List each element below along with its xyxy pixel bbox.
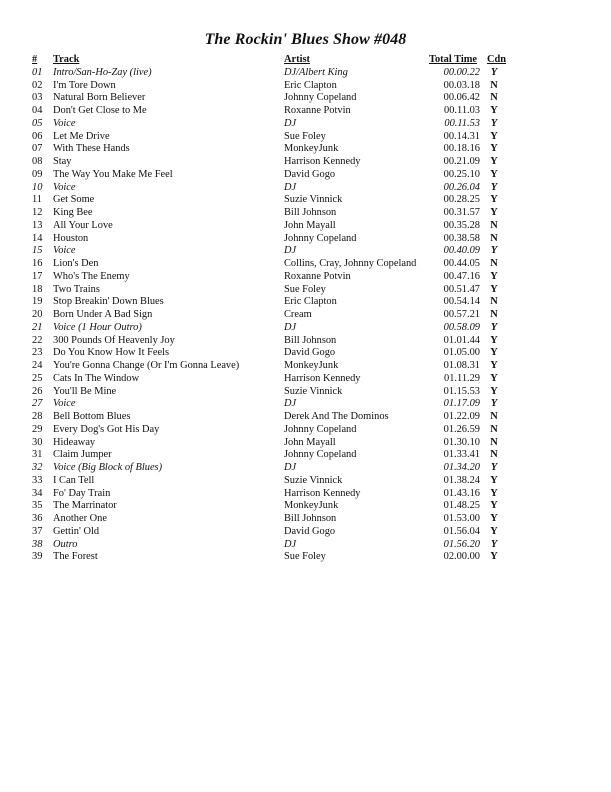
header-track: Track (53, 54, 80, 65)
table-row (32, 194, 512, 207)
track-artist: Suzie Vinnick (284, 474, 343, 486)
track-title: Lion's Den (53, 258, 99, 269)
track-number: 03 (32, 92, 43, 104)
track-title: The Forest (53, 551, 98, 563)
track-cdn-flag: Y (490, 130, 498, 142)
track-total-time: 00.47.16 (443, 270, 480, 282)
track-number: 24 (32, 360, 43, 371)
table-row (32, 322, 512, 335)
track-cdn-flag: Y (490, 168, 498, 180)
track-number: 02 (32, 79, 43, 91)
track-artist: Harrison Kennedy (284, 156, 361, 167)
track-cdn-flag: Y (490, 245, 498, 257)
track-cdn-flag: Y (490, 156, 498, 167)
track-number: 17 (32, 270, 43, 282)
track-total-time: 01.48.25 (443, 500, 480, 512)
table-row (32, 220, 512, 233)
track-total-time: 00.11.53 (444, 117, 480, 129)
track-artist: Bill Johnson (284, 207, 337, 218)
track-number: 22 (32, 334, 43, 346)
track-total-time: 01.15.53 (443, 385, 480, 397)
table-row (32, 437, 512, 450)
table-row (32, 373, 512, 386)
track-number: 09 (32, 168, 43, 180)
track-total-time: 00.58.09 (443, 321, 480, 333)
table-row (32, 258, 512, 271)
table-row (32, 118, 512, 131)
track-total-time: 00.35.28 (443, 219, 480, 231)
track-title: You'll Be Mine (53, 385, 117, 397)
track-number: 05 (32, 117, 43, 129)
track-number: 36 (32, 513, 43, 524)
track-cdn-flag: N (490, 219, 498, 231)
track-number: 23 (32, 347, 43, 359)
track-title: Claim Jumper (53, 449, 112, 461)
track-title: I Can Tell (53, 474, 95, 486)
track-number: 15 (32, 245, 43, 257)
header-total-time: Total Time (429, 54, 478, 65)
track-number: 32 (32, 462, 43, 473)
track-total-time: 01.33.41 (443, 449, 480, 461)
track-cdn-flag: Y (490, 385, 498, 397)
track-number: 18 (32, 283, 43, 295)
track-artist: Roxanne Potvin (284, 270, 351, 282)
table-row (32, 143, 512, 156)
table-row (32, 207, 512, 220)
track-artist: Suzie Vinnick (284, 385, 343, 397)
table-row (32, 398, 512, 411)
track-total-time: 00.54.14 (443, 296, 480, 308)
track-title: Hideaway (53, 436, 96, 448)
track-number: 10 (32, 181, 43, 193)
track-cdn-flag: Y (490, 143, 498, 155)
track-total-time: 01.38.24 (443, 474, 480, 486)
table-row (32, 182, 512, 195)
track-number: 20 (32, 309, 43, 320)
track-total-time: 01.01.44 (443, 334, 480, 346)
track-total-time: 01.11.29 (444, 372, 480, 384)
track-title: With These Hands (53, 143, 130, 155)
track-artist: DJ (284, 462, 297, 473)
track-title: Fo' Day Train (53, 487, 111, 499)
table-row (32, 271, 512, 284)
track-number: 08 (32, 156, 43, 167)
track-total-time: 00.11.03 (444, 105, 480, 116)
track-title: I'm Tore Down (53, 79, 116, 91)
track-number: 12 (32, 207, 43, 218)
track-number: 14 (32, 232, 43, 244)
table-row (32, 131, 512, 144)
track-artist: David Gogo (284, 168, 336, 180)
table-row (32, 296, 512, 309)
track-cdn-flag: Y (490, 551, 498, 563)
table-row (32, 488, 512, 501)
track-title: The Way You Make Me Feel (53, 168, 173, 180)
track-title: Voice (53, 245, 76, 257)
track-total-time: 00.00.22 (443, 66, 480, 78)
track-total-time: 00.57.21 (443, 309, 480, 320)
track-number: 04 (32, 105, 43, 116)
track-artist: Eric Clapton (284, 79, 337, 91)
table-row (32, 335, 512, 348)
track-total-time: 00.21.09 (443, 156, 480, 167)
track-cdn-flag: Y (490, 283, 498, 295)
track-artist: DJ/Albert King (284, 66, 348, 78)
track-artist: MonkeyJunk (284, 500, 339, 512)
track-total-time: 00.18.16 (443, 143, 480, 155)
table-header (32, 54, 512, 67)
track-number: 11 (32, 194, 43, 206)
track-number: 01 (32, 66, 43, 78)
page-title: The Rockin' Blues Show #048 (204, 31, 407, 48)
track-cdn-flag: Y (490, 525, 498, 537)
track-number: 13 (32, 219, 43, 231)
track-number: 29 (32, 423, 43, 435)
track-cdn-flag: Y (490, 462, 498, 473)
track-title: Intro/San-Ho-Zay (live) (53, 66, 152, 78)
table-row (32, 105, 512, 118)
track-title: All Your Love (53, 219, 113, 231)
track-cdn-flag: Y (490, 334, 498, 346)
track-cdn-flag: Y (490, 105, 498, 116)
table-row (32, 169, 512, 182)
table-row (32, 347, 512, 360)
table-row (32, 245, 512, 258)
track-cdn-flag: Y (490, 321, 498, 333)
track-total-time: 01.17.09 (443, 398, 480, 410)
track-cdn-flag: Y (490, 347, 498, 359)
track-cdn-flag: N (490, 79, 498, 91)
track-artist: Suzie Vinnick (284, 194, 343, 206)
track-total-time: 00.51.47 (443, 283, 480, 295)
track-artist: DJ (284, 398, 297, 410)
track-cdn-flag: Y (490, 181, 498, 193)
track-total-time: 00.38.58 (443, 232, 480, 244)
track-title: 300 Pounds Of Heavenly Joy (53, 334, 175, 346)
track-number: 30 (32, 436, 43, 448)
header-artist: Artist (284, 54, 310, 65)
track-cdn-flag: Y (490, 194, 498, 206)
table-row (32, 386, 512, 399)
track-title: Don't Get Close to Me (53, 105, 147, 116)
table-row (32, 284, 512, 297)
track-artist: Johnny Copeland (284, 92, 357, 104)
track-number: 35 (32, 500, 43, 512)
track-number: 39 (32, 551, 43, 563)
track-total-time: 00.40.09 (443, 245, 480, 257)
table-row (32, 411, 512, 424)
track-cdn-flag: Y (490, 372, 498, 384)
track-title: Do You Know How It Feels (53, 347, 170, 359)
track-cdn-flag: Y (490, 207, 498, 218)
track-cdn-flag: N (490, 258, 498, 269)
track-artist: Sue Foley (284, 551, 326, 563)
table-body (32, 67, 512, 564)
track-title: Get Some (53, 194, 95, 206)
table-row (32, 500, 512, 513)
track-artist: Bill Johnson (284, 334, 337, 346)
track-cdn-flag: Y (490, 500, 498, 512)
track-artist: Harrison Kennedy (284, 372, 361, 384)
track-title: Voice (53, 181, 76, 193)
track-number: 25 (32, 372, 43, 384)
track-artist: DJ (284, 245, 297, 257)
track-number: 07 (32, 143, 43, 155)
table-row (32, 360, 512, 373)
table-row (32, 513, 512, 526)
track-artist: DJ (284, 117, 297, 129)
track-total-time: 01.56.20 (443, 538, 480, 550)
track-title: Stop Breakin' Down Blues (53, 296, 164, 308)
track-artist: Johnny Copeland (284, 449, 357, 461)
track-title: King Bee (53, 207, 93, 218)
track-title: Born Under A Bad Sign (53, 309, 153, 320)
track-total-time: 00.14.31 (443, 130, 480, 142)
track-cdn-flag: N (490, 309, 498, 320)
track-number: 28 (32, 411, 43, 422)
track-cdn-flag: Y (490, 270, 498, 282)
track-artist: David Gogo (284, 347, 336, 359)
table-row (32, 92, 512, 105)
track-number: 16 (32, 258, 43, 269)
track-title: Natural Born Believer (53, 92, 146, 104)
track-cdn-flag: N (490, 296, 498, 308)
track-number: 38 (32, 538, 43, 550)
track-artist: MonkeyJunk (284, 360, 339, 371)
header-cdn: Cdn (487, 54, 507, 65)
track-artist: Derek And The Dominos (284, 411, 389, 422)
track-artist: Sue Foley (284, 283, 326, 295)
track-cdn-flag: Y (490, 66, 498, 78)
table-row (32, 551, 512, 564)
track-title: Voice (1 Hour Outro) (53, 321, 142, 333)
track-artist: Johnny Copeland (284, 423, 357, 435)
track-artist: DJ (284, 181, 297, 193)
header-number: # (32, 54, 38, 65)
track-artist: Eric Clapton (284, 296, 337, 308)
track-total-time: 01.53.00 (443, 513, 480, 524)
track-number: 33 (32, 474, 43, 486)
table-row (32, 67, 512, 80)
track-total-time: 02.00.00 (443, 551, 480, 563)
table-row (32, 309, 512, 322)
track-cdn-flag: N (490, 436, 498, 448)
track-artist: Harrison Kennedy (284, 487, 361, 499)
track-artist: John Mayall (284, 436, 336, 448)
track-title: Outro (53, 538, 78, 550)
track-number: 37 (32, 525, 43, 537)
track-total-time: 01.30.10 (443, 436, 480, 448)
track-cdn-flag: N (490, 411, 498, 422)
track-cdn-flag: Y (490, 117, 498, 129)
table-row (32, 156, 512, 169)
track-total-time: 00.28.25 (443, 194, 480, 206)
track-total-time: 01.26.59 (443, 423, 480, 435)
track-number: 27 (32, 398, 43, 410)
track-artist: Roxanne Potvin (284, 105, 351, 116)
track-number: 34 (32, 487, 43, 499)
track-total-time: 01.56.04 (443, 525, 480, 537)
track-total-time: 00.03.18 (443, 79, 480, 91)
track-artist: MonkeyJunk (284, 143, 339, 155)
track-cdn-flag: N (490, 92, 498, 104)
track-title: Bell Bottom Blues (53, 411, 131, 422)
track-title: Every Dog's Got His Day (53, 423, 160, 435)
track-title: Two Trains (53, 283, 100, 295)
table-row (32, 233, 512, 246)
table-row (32, 80, 512, 93)
track-total-time: 00.31.57 (443, 207, 480, 218)
track-cdn-flag: N (490, 449, 498, 461)
track-cdn-flag: Y (490, 538, 498, 550)
track-total-time: 00.44.05 (443, 258, 480, 269)
table-row (32, 462, 512, 475)
track-artist: Cream (284, 309, 312, 320)
table-row (32, 449, 512, 462)
table-row (32, 475, 512, 488)
track-title: You're Gonna Change (Or I'm Gonna Leave) (53, 360, 240, 371)
track-title: Gettin' Old (53, 525, 100, 537)
track-number: 21 (32, 321, 43, 333)
track-title: Cats In The Window (53, 372, 140, 384)
playlist-table (32, 54, 512, 564)
track-number: 06 (32, 130, 43, 142)
track-title: Voice (53, 117, 76, 129)
track-total-time: 00.25.10 (443, 168, 480, 180)
track-total-time: 01.22.09 (443, 411, 480, 422)
track-cdn-flag: Y (490, 398, 498, 410)
track-title: Who's The Enemy (53, 270, 130, 282)
track-artist: DJ (284, 538, 297, 550)
track-artist: Collins, Cray, Johnny Copeland (284, 258, 417, 269)
track-title: Another One (53, 513, 107, 524)
track-artist: John Mayall (284, 219, 336, 231)
track-cdn-flag: N (490, 232, 498, 244)
track-title: Houston (53, 232, 89, 244)
track-title: The Marrinator (53, 500, 117, 512)
track-cdn-flag: Y (490, 474, 498, 486)
track-number: 31 (32, 449, 43, 461)
track-title: Voice (53, 398, 76, 410)
track-artist: Bill Johnson (284, 513, 337, 524)
track-total-time: 01.34.20 (443, 462, 480, 473)
track-total-time: 01.05.00 (443, 347, 480, 359)
table-row (32, 526, 512, 539)
track-total-time: 01.43.16 (443, 487, 480, 499)
track-cdn-flag: Y (490, 487, 498, 499)
track-number: 19 (32, 296, 43, 308)
track-title: Let Me Drive (53, 130, 110, 142)
track-cdn-flag: N (490, 423, 498, 435)
track-artist: Johnny Copeland (284, 232, 357, 244)
track-cdn-flag: Y (490, 513, 498, 524)
track-title: Stay (53, 156, 72, 167)
track-total-time: 01.08.31 (443, 360, 480, 371)
track-artist: David Gogo (284, 525, 336, 537)
track-artist: Sue Foley (284, 130, 326, 142)
track-artist: DJ (284, 321, 297, 333)
track-total-time: 00.26.04 (443, 181, 480, 193)
table-row (32, 424, 512, 437)
track-cdn-flag: Y (490, 360, 498, 371)
track-title: Voice (Big Block of Blues) (53, 462, 163, 473)
table-row (32, 539, 512, 552)
track-number: 26 (32, 385, 43, 397)
track-total-time: 00.06.42 (443, 92, 480, 104)
